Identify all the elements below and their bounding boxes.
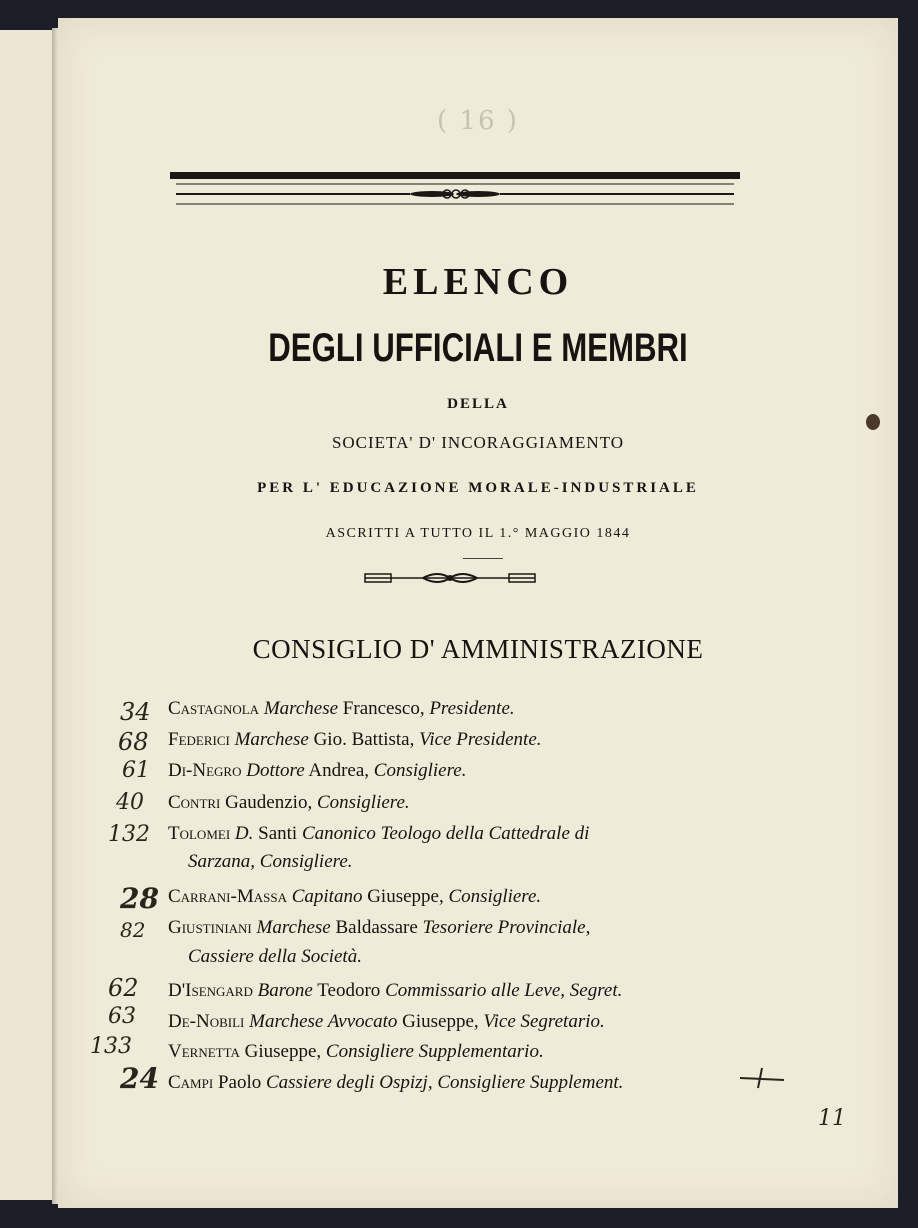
list-item: [168, 1011, 605, 1033]
member-role: Cassiere degli Ospizj, Consigliere Supplement.: [265, 1072, 624, 1093]
handwritten-number: 63: [108, 1004, 136, 1029]
member-given-name: Teodoro: [312, 980, 386, 1001]
member-given-name: Andrea,: [304, 760, 374, 781]
member-given-name: Gio. Battista,: [308, 729, 420, 750]
member-surname: Federici: [168, 729, 230, 750]
member-role: Tesoriere Provinciale,: [422, 917, 591, 938]
handwritten-number: 133: [90, 1034, 132, 1059]
paper-stain: [866, 414, 880, 430]
member-title: Marchese: [256, 917, 331, 938]
society-purpose: PER L' EDUCAZIONE MORALE-INDUSTRIALE: [257, 480, 699, 496]
member-role: Consigliere.: [316, 792, 410, 813]
handwritten-number: 132: [108, 822, 150, 847]
handwritten-number: 82: [120, 918, 146, 942]
list-item: [168, 823, 589, 845]
list-item: [168, 886, 541, 908]
title-elenco: ELENCO: [382, 261, 574, 303]
member-surname: Carrani-Massa: [168, 886, 287, 907]
member-given-name: Gaudenzio,: [220, 792, 317, 813]
member-given-name: Giuseppe,: [397, 1011, 484, 1032]
handwritten-number: 34: [120, 698, 151, 726]
member-role: Consigliere.: [373, 760, 467, 781]
member-surname: Giustiniani: [168, 917, 252, 938]
handwritten-number: 61: [122, 758, 150, 783]
member-surname: Vernetta: [168, 1041, 240, 1062]
handwritten-number: 68: [118, 728, 149, 756]
member-given-name: Paolo: [213, 1072, 266, 1093]
header-rule-ornament: [170, 168, 740, 214]
member-surname: Campi: [168, 1072, 214, 1093]
handwritten-number: 62: [108, 974, 139, 1002]
list-item: [168, 1041, 544, 1063]
list-item: [168, 917, 590, 939]
member-role: Canonico Teologo della Cattedrale di: [301, 823, 590, 844]
member-role: Consigliere Supplementario.: [325, 1041, 544, 1062]
handwritten-number: 28: [120, 882, 159, 915]
title-della: DELLA: [447, 396, 509, 412]
member-title: Dottore: [246, 760, 305, 781]
member-title: Barone: [257, 980, 313, 1001]
member-title: Marchese: [263, 698, 339, 719]
handwritten-number: 40: [116, 790, 144, 815]
handwritten-mark: [738, 1066, 788, 1090]
member-title: Capitano: [291, 886, 363, 907]
member-role: Vice Segretario.: [483, 1011, 605, 1032]
handwritten-number: 24: [120, 1062, 159, 1095]
member-surname: Tolomei: [168, 823, 231, 844]
page-number: ( 16 ): [437, 106, 519, 136]
member-role: Sarzana, Consigliere.: [188, 851, 353, 872]
list-item: [168, 729, 542, 751]
list-item: [168, 980, 622, 1002]
margin-note: 11: [818, 1106, 846, 1131]
date-line: ASCRITTI A TUTTO IL 1.° MAGGIO 1844: [325, 526, 631, 541]
member-role: Consigliere.: [448, 886, 542, 907]
ornament-divider: [363, 568, 538, 588]
member-role: Commissario alle Leve, Segret.: [385, 980, 623, 1001]
member-surname: Contri: [168, 792, 221, 813]
member-role: Cassiere della Società.: [188, 946, 362, 967]
list-item-continuation: [188, 946, 362, 968]
short-divider: [463, 558, 503, 559]
member-given-name: Giuseppe,: [362, 886, 449, 907]
member-title: Marchese Avvocato: [249, 1011, 398, 1032]
list-item: [168, 760, 467, 782]
title-ufficiali: DEGLI UFFICIALI E MEMBRI: [268, 326, 688, 370]
member-role: Vice Presidente.: [419, 729, 542, 750]
member-surname: Castagnola: [168, 698, 260, 719]
document-page: [58, 18, 898, 1208]
list-item-continuation: [188, 851, 353, 873]
member-given-name: Francesco,: [338, 698, 430, 719]
member-role: Presidente.: [429, 698, 515, 719]
list-item: [168, 698, 515, 720]
member-surname: De-Nobili: [168, 1011, 245, 1032]
member-given-name: Giuseppe,: [239, 1041, 326, 1062]
member-surname: D'Isengard: [168, 980, 253, 1001]
member-title: Marchese: [234, 729, 309, 750]
list-item: [168, 792, 410, 814]
list-item: [168, 1072, 623, 1094]
member-given-name: Baldassare: [330, 917, 423, 938]
society-name: SOCIETA' D' INCORAGGIAMENTO: [331, 433, 625, 452]
member-title: D.: [234, 823, 254, 844]
member-given-name: Santi: [253, 823, 302, 844]
left-page-edge: [0, 30, 57, 1200]
section-title: CONSIGLIO D' AMMINISTRAZIONE: [252, 634, 704, 664]
member-surname: Di-Negro: [168, 760, 242, 781]
